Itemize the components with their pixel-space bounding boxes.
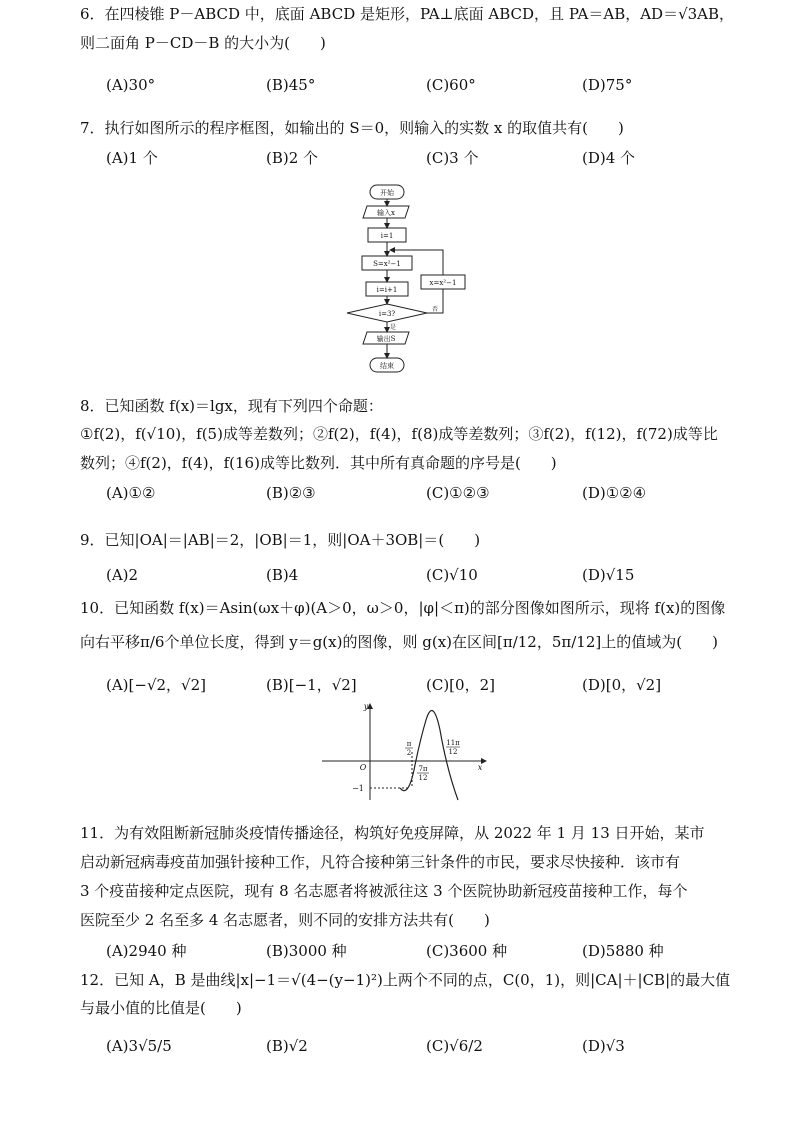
flow-loop-text: x=x²−1: [429, 279, 457, 287]
q10-option-d: (D)[0，√2]: [582, 676, 662, 694]
q11-option-a: (A)2940 种: [106, 942, 187, 960]
q11-line1: 11．为有效阻断新冠肺炎疫情传播途径，构筑好免疫屏障，从 2022 年 1 月 13 日开始，某市: [80, 824, 705, 842]
q12-options: [106, 1037, 746, 1057]
flow-output-text: 输出S: [376, 335, 396, 343]
q7-option-c: (C)3 个: [426, 149, 479, 167]
q7-option-a: (A)1 个: [106, 149, 158, 167]
q9-option-c: (C)√10: [426, 566, 478, 584]
minus-one-label: −1: [352, 784, 364, 793]
q9-option-a: (A)2: [106, 566, 139, 584]
q12-line1: 12．已知 A，B 是曲线|x|−1＝√(4−(y−1)²)上两个不同的点，C(0，1)，则|CA|＋|CB|的最大值: [80, 971, 731, 989]
eleven-pi-num: 11π: [446, 739, 460, 747]
y-axis-label: y: [363, 702, 369, 711]
q6-line2: 则二面角 P－CD－B 的大小为( ): [80, 34, 326, 52]
q6-line1: 6．在四棱锥 P－ABCD 中，底面 ABCD 是矩形，PA⊥底面 ABCD，且 PA＝AB，AD＝√3AB，: [80, 5, 735, 23]
flow-start-text: 开始: [380, 189, 394, 197]
q6-option-c: (C)60°: [426, 76, 476, 94]
q12-option-a: (A)3√5/5: [106, 1037, 172, 1055]
q12-option-c: (C)√6/2: [426, 1037, 483, 1055]
eleven-pi-den: 12: [448, 748, 458, 756]
q9-options: [106, 566, 746, 586]
q11-option-b: (B)3000 种: [266, 942, 347, 960]
q7-option-d: (D)4 个: [582, 149, 636, 167]
q6-option-b: (B)45°: [266, 76, 316, 94]
pi-half-den: 2: [406, 749, 412, 757]
q10-line1: 10．已知函数 f(x)＝Asin(ωx＋φ)(A＞0，ω＞0，|φ|＜π)的部分图像如图所示，现将 f(x)的图像: [80, 599, 726, 617]
q11-line3: 3 个疫苗接种定点医院，现有 8 名志愿者将被派往这 3 个医院协助新冠疫苗接种工作，每个: [80, 882, 688, 900]
q11-options: [106, 940, 746, 960]
q11-option-c: (C)3600 种: [426, 942, 508, 960]
q10-option-a: (A)[−√2，√2]: [106, 676, 207, 694]
q12-option-b: (B)√2: [266, 1037, 308, 1055]
pi-half-num: π: [406, 740, 412, 748]
q8-option-c: (C)①②③: [426, 484, 490, 502]
q10-sine-graph: [320, 700, 490, 805]
q8-option-b: (B)②③: [266, 484, 316, 502]
q8-line1: 8．已知函数 f(x)＝lgx，现有下列四个命题：: [80, 397, 383, 415]
q10-option-c: (C)[0，2]: [426, 676, 495, 694]
q8-line3: 数列；④f(2)，f(4)，f(16)成等比数列．其中所有真命题的序号是( ): [80, 454, 557, 472]
q7-line1: 7．执行如图所示的程序框图，如输出的 S＝0，则输入的实数 x 的取值共有( ): [80, 119, 624, 137]
q6-option-a: (A)30°: [106, 76, 156, 94]
flow-increment-text: i=i+1: [376, 286, 398, 294]
q11-line4: 医院至少 2 名至多 4 名志愿者，则不同的安排方法共有( ): [80, 911, 490, 929]
q9-option-b: (B)4: [266, 566, 299, 584]
flow-input-text: 输入x: [377, 209, 395, 217]
flow-end-text: 结束: [380, 362, 394, 370]
q7-options: [106, 147, 746, 167]
q10-option-b: (B)[−1，√2]: [266, 676, 357, 694]
flow-init-text: i=1: [380, 232, 394, 240]
flow-assign-text: S=x²−1: [373, 260, 401, 268]
q6-option-d: (D)75°: [582, 76, 633, 94]
q10-line2: 向右平移π/6个单位长度，得到 y＝g(x)的图像，则 g(x)在区间[π/12，5π/12]上的值域为( ): [80, 633, 718, 651]
q12-option-d: (D)√3: [582, 1037, 625, 1055]
q11-line2: 启动新冠病毒疫苗加强针接种工作，凡符合接种第三针条件的市民，要求尽快接种．该市有: [80, 853, 681, 871]
q8-option-d: (D)①②④: [582, 484, 647, 502]
x-axis-label: x: [477, 763, 483, 772]
q7-option-b: (B)2 个: [266, 149, 319, 167]
q8-options: [106, 484, 746, 504]
q9-option-d: (D)√15: [582, 566, 635, 584]
q12-line2: 与最小值的比值是( ): [80, 999, 242, 1017]
origin-label: O: [359, 763, 367, 772]
q11-option-d: (D)5880 种: [582, 942, 664, 960]
q6-options: [106, 76, 746, 96]
seven-pi-num: 7π: [418, 765, 428, 773]
q10-options: [106, 674, 746, 694]
q8-line2: ①f(2)，f(√10)，f(5)成等差数列；②f(2)，f(4)，f(8)成等差数列；③f(2)，f(12)，f(72)成等比: [80, 425, 718, 443]
seven-pi-den: 12: [418, 774, 428, 782]
flow-condition-text: i=3?: [378, 310, 396, 318]
flow-yes-label: 是: [389, 324, 397, 331]
q8-option-a: (A)①②: [106, 484, 156, 502]
flow-no-label: 否: [431, 306, 439, 313]
q9-line1: 9．已知|OA|＝|AB|＝2，|OB|＝1，则|OA＋3OB|＝( ): [80, 531, 481, 549]
q7-flowchart: [330, 180, 480, 380]
